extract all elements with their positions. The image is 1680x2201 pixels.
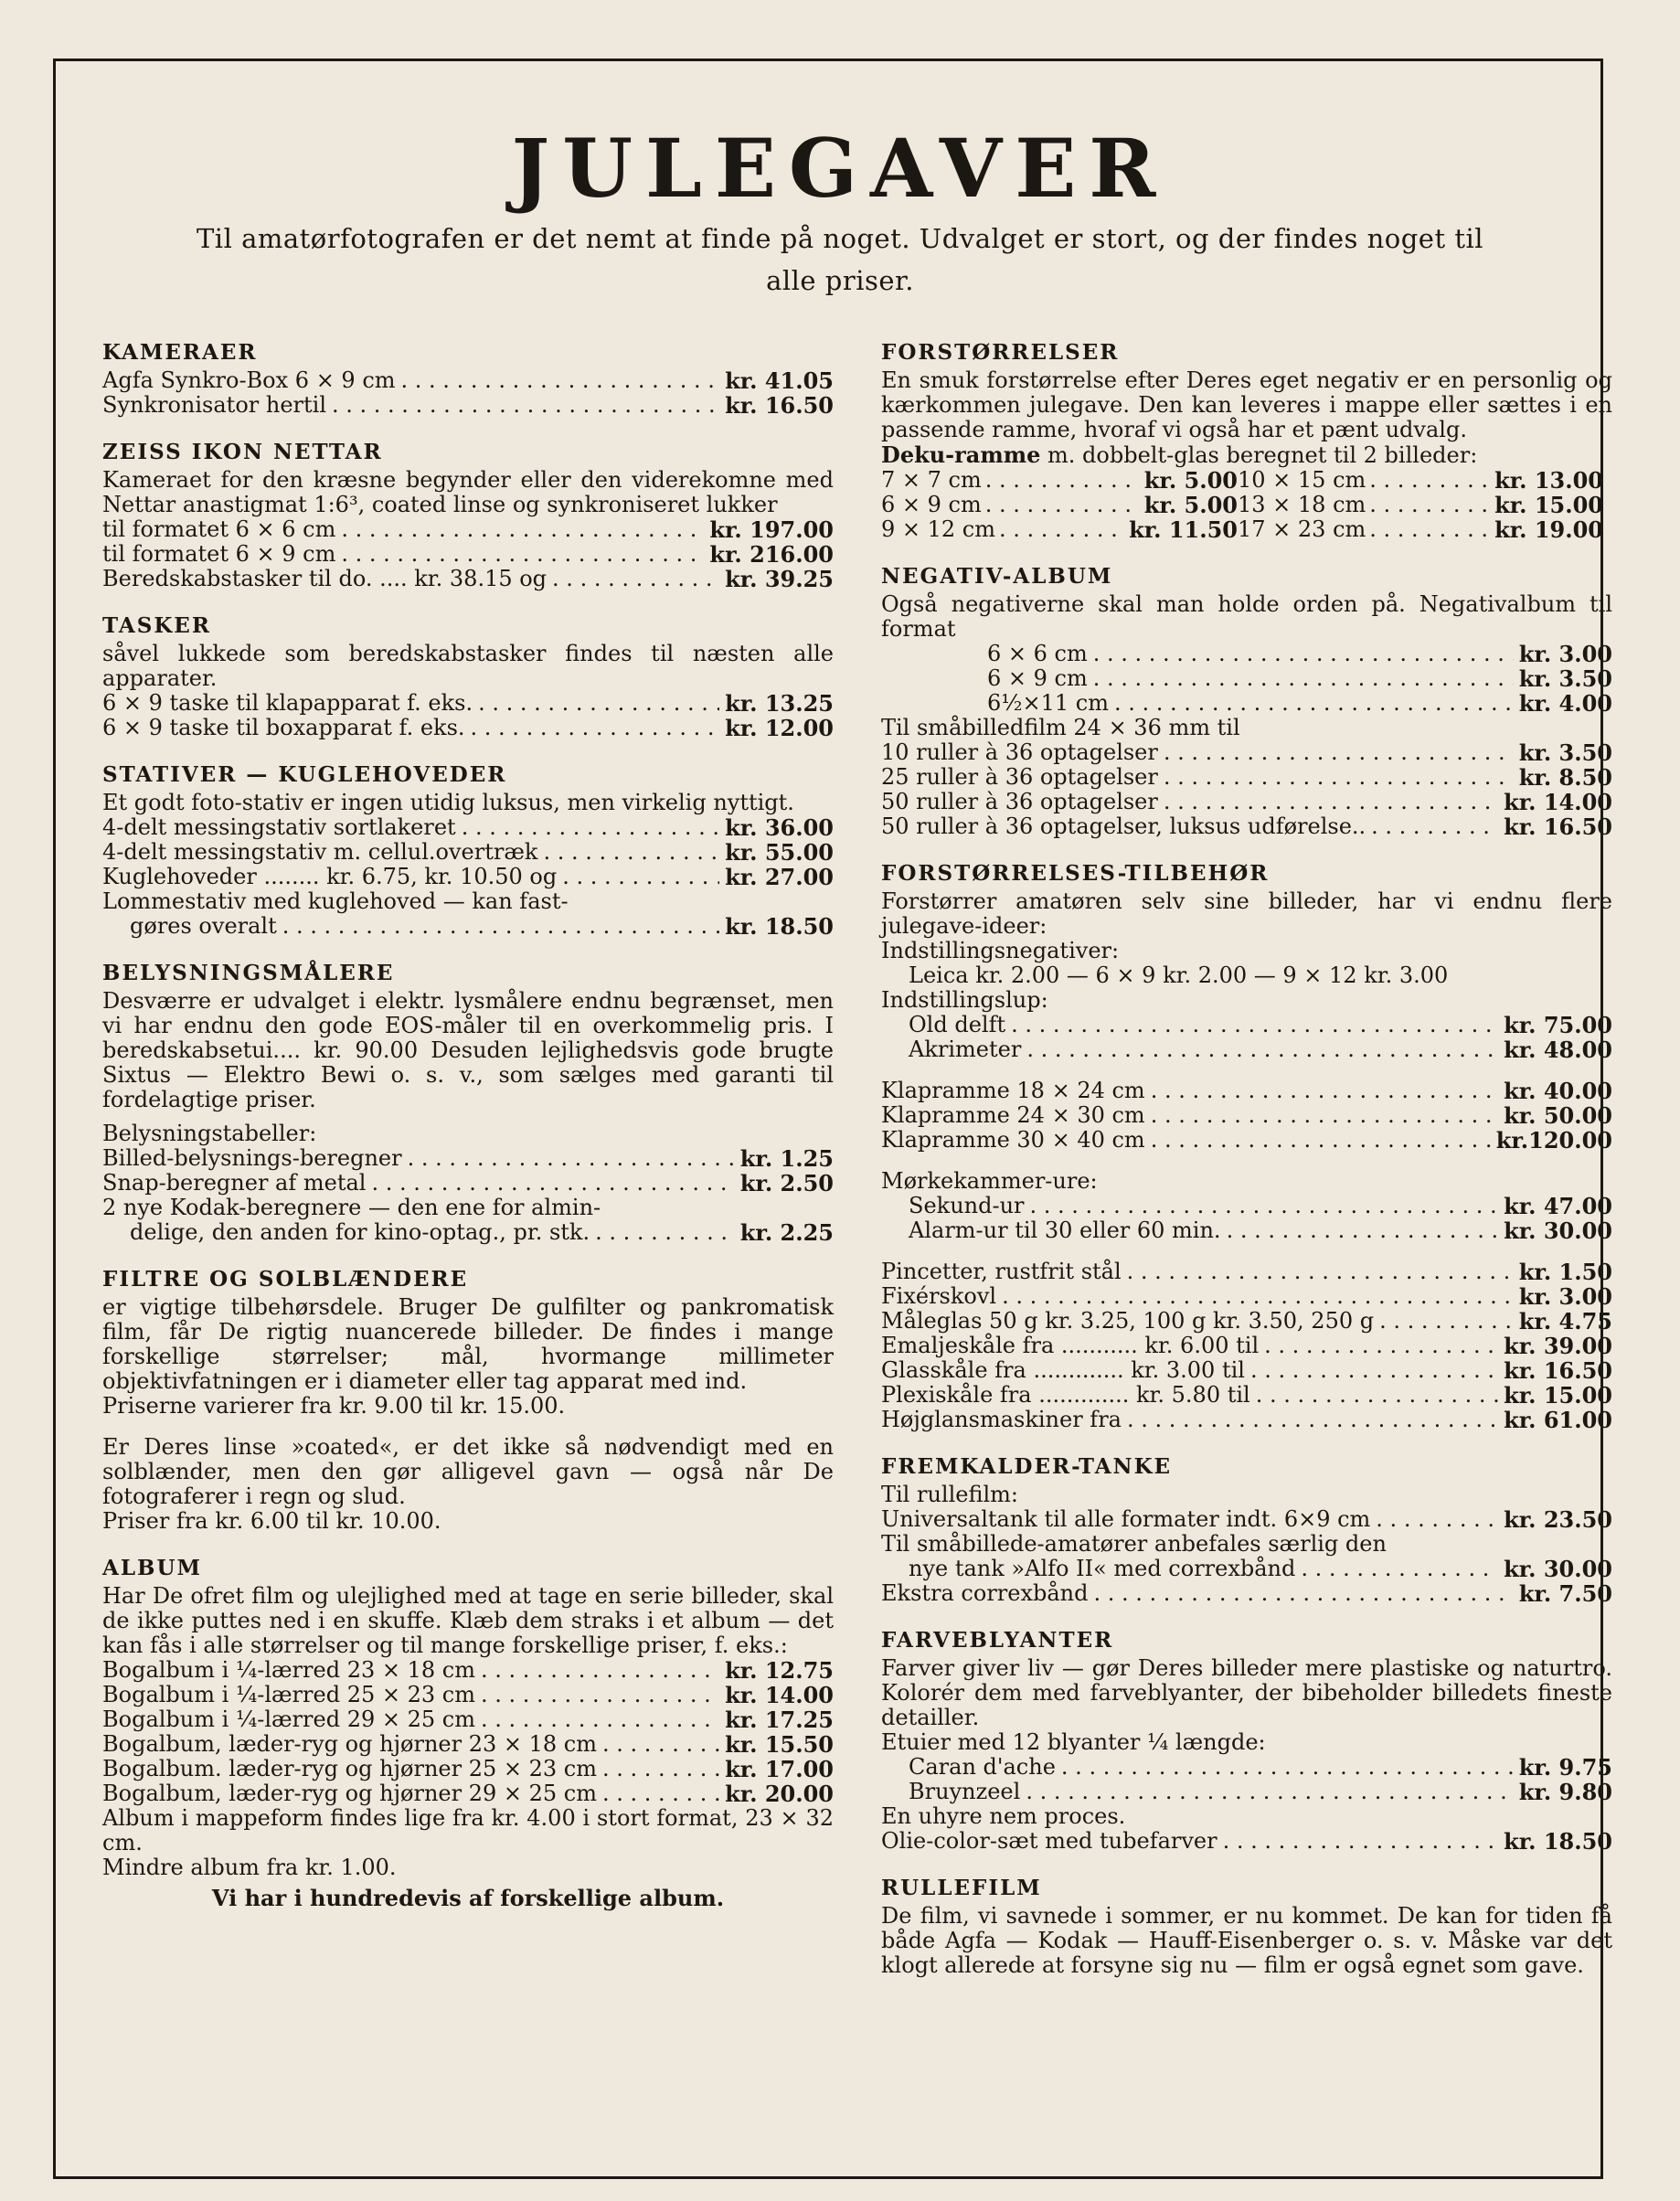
price-row: Beredskabstasker til do. .... kr. 38.15 og . . . kr. 39.25 bbox=[102, 567, 834, 591]
price-row: Billed-belysnings-beregner . . . kr. 1.25 bbox=[102, 1146, 834, 1171]
price-row: Alarm-ur til 30 eller 60 min. . . . kr. 30.00 bbox=[881, 1218, 1612, 1243]
price-row: Klapramme 18 × 24 cm . . . kr. 40.00 bbox=[881, 1079, 1612, 1103]
price-row: 6 × 9 taske til boxapparat f. eks. . . . kr. 12.00 bbox=[102, 716, 834, 740]
price-row: 6½×11 cm . . . kr. 4.00 bbox=[881, 691, 1612, 716]
deku-price-grid bbox=[881, 468, 1612, 542]
section-line: En uhyre nem proces. bbox=[881, 1803, 1126, 1829]
price-row: 4-delt messingstativ sortlakeret . . . kr. 36.00 bbox=[102, 815, 834, 840]
section-line: Priser fra kr. 6.00 til kr. 10.00. bbox=[102, 1508, 441, 1534]
price-row: Kuglehoveder ........ kr. 6.75, kr. 10.50 og . . . kr. 27.00 bbox=[102, 865, 834, 889]
section-text: En smuk forstørrelse efter Deres eget negativ er en personlig og kærkommen julegave. Den kan leveres i mappe eller sættes i en passende ramme, hvoraf vi også har et pænt udvalg. bbox=[881, 367, 1612, 442]
price-row: 6 × 9 taske til klapapparat f. eks. . . . kr. 13.25 bbox=[102, 691, 834, 716]
section-line: Mindre album fra kr. 1.00. bbox=[102, 1855, 397, 1880]
section-heading: FORSTØRRELSES-TILBEHØR bbox=[881, 861, 1270, 886]
section-heading: FILTRE OG SOLBLÆNDERE bbox=[102, 1267, 469, 1292]
section-text: Også negativerne skal man holde orden på. Negativalbum til format bbox=[881, 591, 1612, 642]
price-row: Klapramme 24 × 30 cm . . . kr. 50.00 bbox=[881, 1103, 1612, 1128]
price-row: Pincetter, rustfrit stål . . . kr. 1.50 bbox=[881, 1260, 1612, 1284]
price-row: 50 ruller à 36 optagelser . . . kr. 14.00 bbox=[881, 790, 1612, 814]
section-text: Kameraet for den kræsne begynder eller den viderekomne med Nettar anastigmat 1:6³, coated linse og synkroniseret lukker bbox=[102, 467, 834, 517]
price-row: 50 ruller à 36 optagelser, luksus udførelse.. . . . kr. 16.50 bbox=[881, 814, 1612, 839]
section-negativ-album bbox=[881, 564, 1612, 839]
section-text: såvel lukkede som beredskabstasker findes til næsten alle apparater. bbox=[102, 641, 834, 691]
section-text: er vigtige tilbehørsdele. Bruger De gulfilter og pankromatisk film, får De rigtig nuancerede billeder. De findes i mange forskellige størrelser; mål, hvormange millimeter objektivfatningen er i diameter eller tag apparat med ind. bbox=[102, 1294, 834, 1394]
price-row: Synkronisator hertil . . . kr. 16.50 bbox=[102, 393, 834, 418]
price-row: 13 × 18 cm . . . kr. 15.00 bbox=[1238, 493, 1603, 517]
section-heading: KAMERAER bbox=[102, 340, 258, 365]
section-album bbox=[102, 1556, 834, 1910]
price-row: Måleglas 50 g kr. 3.25, 100 g kr. 3.50, 250 g . . . kr. 4.75 bbox=[881, 1309, 1612, 1334]
section-zeiss bbox=[102, 440, 834, 591]
price-row: til formatet 6 × 6 cm . . . kr. 197.00 bbox=[102, 517, 834, 542]
section-heading: BELYSNINGSMÅLERE bbox=[102, 961, 395, 985]
price-row: Bogalbum i ¼-lærred 25 × 23 cm . . . kr. 14.00 bbox=[102, 1683, 834, 1707]
price-row: Glasskåle fra ............. kr. 3.00 til . . . kr. 16.50 bbox=[881, 1358, 1612, 1383]
price-row: Højglansmaskiner fra . . . kr. 61.00 bbox=[881, 1408, 1612, 1432]
price-row: Klapramme 30 × 40 cm . . . kr.120.00 bbox=[881, 1128, 1612, 1153]
section-line: Priserne varierer fra kr. 9.00 til kr. 15.00. bbox=[102, 1393, 566, 1419]
price-row: 10 × 15 cm . . . kr. 13.00 bbox=[1238, 468, 1603, 493]
section-text: Er Deres linse »coated«, er det ikke så nødvendigt med en solblænder, men den gør alligevel gavn — også når De fotograferer i regn og slud. bbox=[102, 1434, 834, 1509]
right-column bbox=[881, 340, 1612, 2000]
section-stativer bbox=[102, 762, 834, 939]
album-footer-note: Vi har i hundredevis af forskellige album. bbox=[211, 1885, 725, 1911]
price-row: Bogalbum, læder-ryg og hjørner 23 × 18 cm . . . kr. 15.50 bbox=[102, 1732, 834, 1757]
section-text: Har De ofret film og ulejlighed med at tage en serie billeder, skal de ikke puttes ned i en skuffe. Klæb dem straks i et album — det kan fås i alle størrelser og til mange forskellige priser, f. eks.: bbox=[102, 1583, 834, 1658]
price-row: 10 ruller à 36 optagelser . . . kr. 3.50 bbox=[881, 740, 1612, 765]
section-kameraer bbox=[102, 340, 834, 418]
section-heading: RULLEFILM bbox=[881, 1876, 1042, 1900]
deku-line: Deku-ramme m. dobbelt-glas beregnet til 2 billeder: bbox=[881, 441, 1478, 468]
price-row: Olie-color-sæt med tubefarver . . . kr. 18.50 bbox=[881, 1829, 1612, 1854]
page-subtitle: Til amatørfotografen er det nemt at finde på noget. Udvalget er stort, og der findes noget til alle priser. bbox=[196, 223, 1484, 296]
section-subheading: Til småbilledfilm 24 × 36 mm til bbox=[881, 715, 1240, 740]
section-filtre bbox=[102, 1267, 834, 1534]
leica-line: Leica kr. 2.00 — 6 × 9 kr. 2.00 — 9 × 12 kr. 3.00 bbox=[909, 962, 1449, 988]
price-row: Bogalbum i ¼-lærred 23 × 18 cm . . . kr. 12.75 bbox=[102, 1658, 834, 1683]
section-heading: FREMKALDER-TANKE bbox=[881, 1454, 1173, 1479]
price-row: 6 × 9 cm . . . kr. 5.00 bbox=[881, 493, 1238, 517]
section-fremkalder-tanke bbox=[881, 1454, 1612, 1606]
price-row: Akrimeter . . . kr. 48.00 bbox=[881, 1037, 1612, 1062]
section-forstorrelses-tilbehor bbox=[881, 861, 1612, 1432]
section-farveblyanter bbox=[881, 1628, 1612, 1854]
section-subheading: Til rullefilm: bbox=[881, 1482, 1018, 1507]
section-subheading: Belysningstabeller: bbox=[102, 1121, 317, 1146]
section-tasker bbox=[102, 613, 834, 740]
section-heading: TASKER bbox=[102, 613, 211, 638]
page-title: JULEGAVER bbox=[511, 121, 1169, 216]
section-belysningsmaalere bbox=[102, 961, 834, 1245]
price-row: Old delft . . . kr. 75.00 bbox=[881, 1013, 1612, 1037]
price-row: 6 × 6 cm . . . kr. 3.00 bbox=[881, 642, 1612, 666]
section-text: Et godt foto-stativ er ingen utidig luksus, men virkelig nyttigt. bbox=[102, 790, 794, 815]
price-row: Bogalbum i ¼-lærred 29 × 25 cm . . . kr. 17.25 bbox=[102, 1707, 834, 1732]
price-row: Ekstra correxbånd . . . kr. 7.50 bbox=[881, 1581, 1612, 1606]
price-row: Plexiskåle fra ............. kr. 5.80 til . . . kr. 15.00 bbox=[881, 1383, 1612, 1408]
price-row: Snap-beregner af metal . . . kr. 2.50 bbox=[102, 1171, 834, 1196]
section-line: 2 nye Kodak-beregnere — den ene for almin- bbox=[102, 1195, 601, 1220]
price-row: nye tank »Alfo II« med correxbånd . . . kr. 30.00 bbox=[881, 1557, 1612, 1581]
section-text: Forstørrer amatøren selv sine billeder, har vi endnu flere julegave-ideer: bbox=[881, 888, 1612, 939]
price-row: 25 ruller à 36 optagelser . . . kr. 8.50 bbox=[881, 765, 1612, 790]
price-row: 7 × 7 cm . . . kr. 5.00 bbox=[881, 468, 1238, 493]
price-row: Emaljeskåle fra ........... kr. 6.00 til . . . kr. 39.00 bbox=[881, 1334, 1612, 1358]
section-heading: FARVEBLYANTER bbox=[881, 1628, 1114, 1653]
price-row: Bogalbum. læder-ryg og hjørner 25 × 23 cm . . . kr. 17.00 bbox=[102, 1757, 834, 1781]
section-line: Lommestativ med kuglehoved — kan fast- bbox=[102, 888, 569, 914]
section-heading: ALBUM bbox=[102, 1556, 202, 1580]
section-text: Desværre er udvalget i elektr. lysmålere endnu begrænset, men vi har endnu den gode EOS-måler til en overkommelig pris. I beredskabsetui.... kr. 90.00 Desuden lejlighedsvis gode brugte Sixtus — Elektro Bewi o. s. v., som sælges med garanti til fordelagtige priser. bbox=[102, 988, 834, 1112]
section-heading: STATIVER — KUGLEHOVEDER bbox=[102, 762, 507, 787]
price-row: 4-delt messingstativ m. cellul.overtræk . . . kr. 55.00 bbox=[102, 840, 834, 865]
section-subheading: Mørkekammer-ure: bbox=[881, 1168, 1098, 1194]
section-subheading: Indstillingslup: bbox=[881, 987, 1048, 1013]
section-text: Album i mappeform findes lige fra kr. 4.00 i stort format, 23 × 32 cm. bbox=[102, 1805, 834, 1855]
section-forstorrelser bbox=[881, 340, 1612, 542]
price-row: Fixérskovl . . . kr. 3.00 bbox=[881, 1284, 1612, 1309]
price-row: gøres overalt . . . kr. 18.50 bbox=[102, 914, 834, 939]
price-row: 6 × 9 cm . . . kr. 3.50 bbox=[881, 666, 1612, 691]
section-text: De film, vi savnede i sommer, er nu kommet. De kan for tiden få både Agfa — Kodak — Hauff-Eisenberger o. s. v. Måske var det klogt allerede at forsyne sig nu — film er også egnet som gave. bbox=[881, 1903, 1612, 1978]
section-subheading: Etuier med 12 blyanter ¼ længde: bbox=[881, 1729, 1266, 1755]
price-row: 17 × 23 cm . . . kr. 19.00 bbox=[1238, 517, 1603, 542]
price-row: delige, den anden for kino-optag., pr. stk. . . . kr. 2.25 bbox=[102, 1220, 834, 1245]
section-text: Farver giver liv — gør Deres billeder mere plastiske og naturtro. Kolorér dem med farveblyanter, der bibeholder billedets fineste detailler. bbox=[881, 1655, 1612, 1730]
section-rullefilm bbox=[881, 1876, 1612, 1978]
section-heading: FORSTØRRELSER bbox=[881, 340, 1120, 365]
section-subheading: Indstillingsnegativer: bbox=[881, 938, 1120, 963]
section-line: Til småbillede-amatører anbefales særlig den bbox=[881, 1531, 1387, 1557]
price-row: Universaltank til alle formater indt. 6×9 cm . . . kr. 23.50 bbox=[881, 1507, 1612, 1532]
price-row: til formatet 6 × 9 cm . . . kr. 216.00 bbox=[102, 542, 834, 567]
price-row: 9 × 12 cm . . . kr. 11.50 bbox=[881, 517, 1238, 542]
price-row: Sekund-ur . . . kr. 47.00 bbox=[881, 1194, 1612, 1218]
section-heading: NEGATIV-ALBUM bbox=[881, 564, 1113, 589]
price-row: Agfa Synkro-Box 6 × 9 cm . . . kr. 41.05 bbox=[102, 368, 834, 393]
price-row: Bruynzeel . . . kr. 9.80 bbox=[881, 1780, 1612, 1804]
price-row: Caran d'ache . . . kr. 9.75 bbox=[881, 1755, 1612, 1780]
section-heading: ZEISS IKON NETTAR bbox=[102, 440, 383, 464]
left-column bbox=[102, 340, 834, 1932]
price-row: Bogalbum, læder-ryg og hjørner 29 × 25 cm . . . kr. 20.00 bbox=[102, 1781, 834, 1806]
